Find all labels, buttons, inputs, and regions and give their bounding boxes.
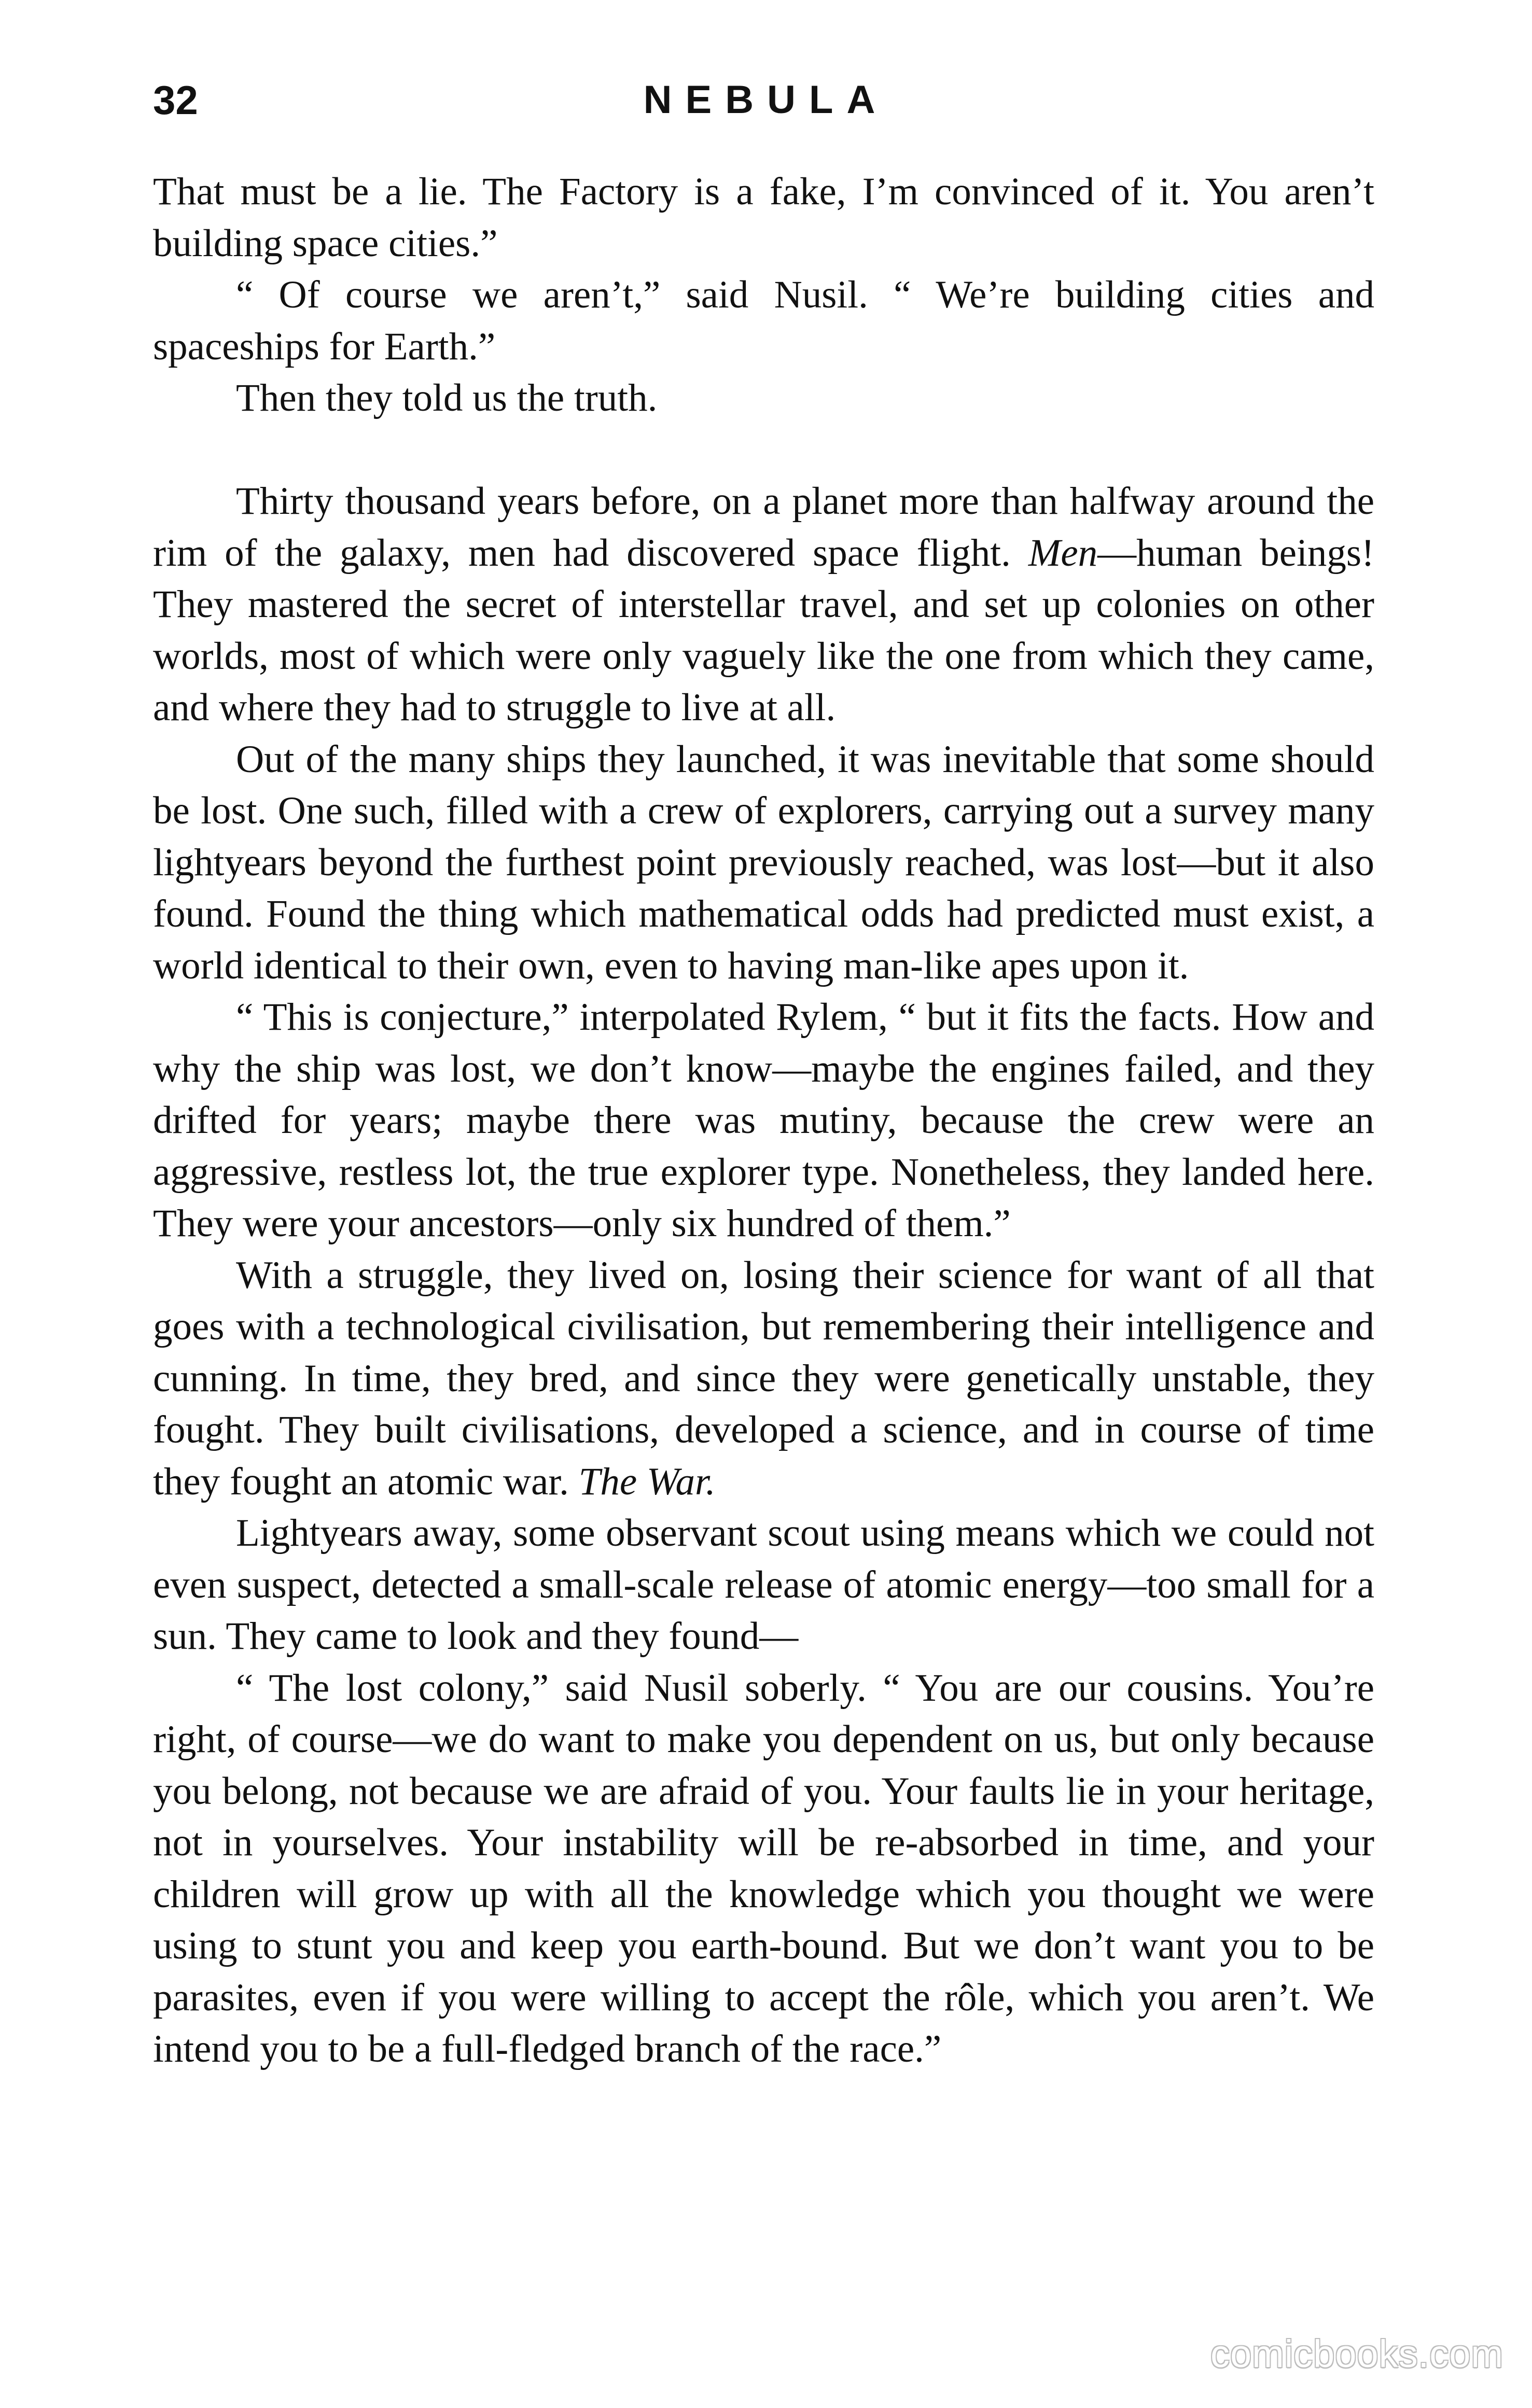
text-run: Lightyears away, some observant scout using means which we could not even suspect, detected a small-scale release of atomic energy—too small for a sun. They came to look and they found— [153,1511,1374,1658]
paragraph [153,1250,1374,1508]
paragraph [153,269,1374,372]
text-run: Thirty thousand years before, on a planet more than halfway around the rim of the galaxy, men had discovered space flight. [153,480,1374,575]
paragraph [153,1507,1374,1662]
text-run: Out of the many ships they launched, it was inevitable that some should be lost. One such, filled with a crew of explorers, carrying out a survey many lightyears beyond the furthest point previously reached, was lost—but it also found. Found the thing which mathematical odds had predicted must exist, a world identical to their own, even to having man-like apes upon it. [153,737,1374,987]
text-run: That must be a lie. The Factory is a fake, I’m convinced of it. You aren’t building space cities.” [153,170,1374,265]
paragraph [153,734,1374,992]
text-run: “ Of course we aren’t,” said Nusil. “ We’re building cities and spaceships for Earth.” [153,273,1374,368]
running-title: NEBULA [643,78,889,122]
body-text [153,166,1374,2075]
text-run: Then they told us the truth. [236,376,658,419]
paragraph [153,991,1374,1250]
text-run: “ This is conjecture,” interpolated Rylem, “ but it fits the facts. How and why the ship was lost, we don’t know—maybe the engines failed, and they drifted for years; maybe there was mutiny, because the crew were an aggressive, restless lot, the true explorer type. Nonetheless, they landed here. They were your ancestors—only six hundred of them.” [153,996,1374,1245]
text-run: “ The lost colony,” said Nusil soberly. “ You are our cousins. You’re right, of course—we do want to make you dependent on us, but only because you belong, not because we are afraid of you. Your faults lie in your heritage, not in yourselves. Your instability will be re-absorbed in time, and your children will grow up with all the knowledge which you thought we were using to stunt you and keep you earth-bound. But we don’t want you to be parasites, even if you were willing to accept the rôle, which you aren’t. We intend you to be a full-fledged branch of the race.” [153,1666,1374,2070]
paragraph [153,166,1374,269]
running-head [153,72,1379,129]
text-run: With a struggle, they lived on, losing their science for want of all that goes with a technological civilisation, but remembering their intelligence and cunning. In time, they bred, and since they were genetically unstable, they fought. They built civilisations, developed a science, and in course of time they fought an atomic war. [153,1253,1374,1503]
paragraph [153,475,1374,734]
page-number: 32 [153,77,198,123]
text-run: —human beings! They mastered the secret of interstellar travel, and set up colonies on other worlds, most of which were only vaguely like the one from which they came, and where they had to struggle to live at all. [153,531,1374,729]
paragraph [153,372,1374,424]
watermark: comicbooks.com [1210,2332,1503,2375]
paragraph [153,1662,1374,2075]
italic-text-run: Men [1028,531,1098,575]
italic-text-run: The War. [578,1460,716,1503]
